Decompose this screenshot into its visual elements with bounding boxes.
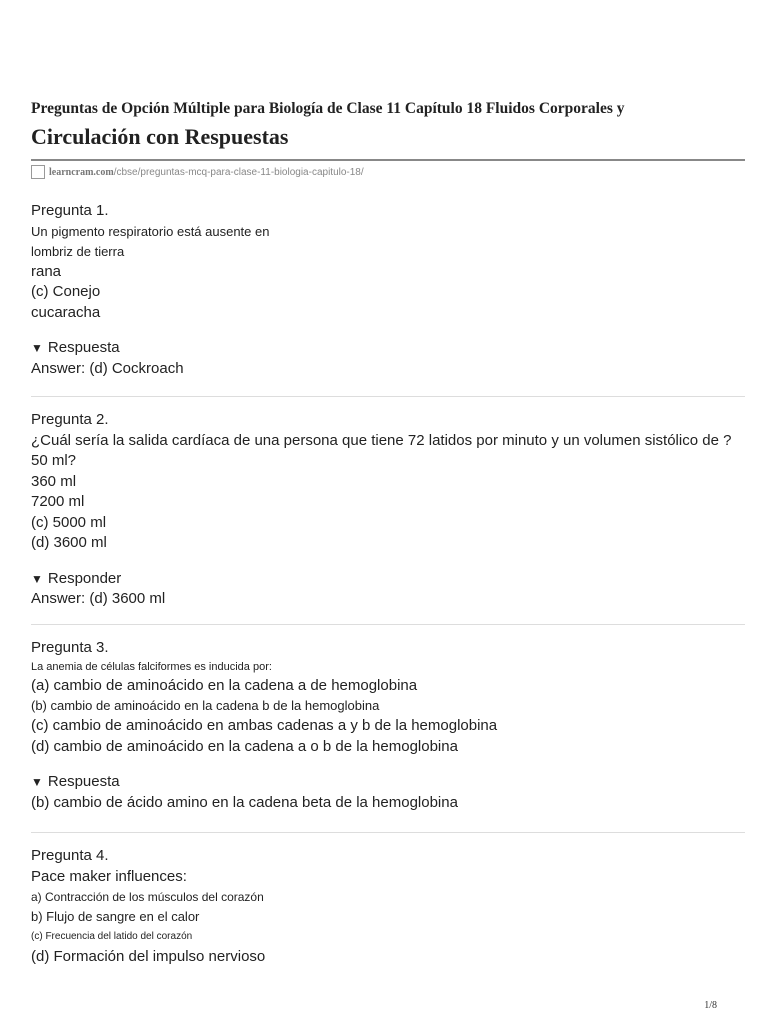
option: lombriz de tierra xyxy=(31,243,125,259)
source-url[interactable] xyxy=(31,164,364,180)
option: (c) Conejo xyxy=(31,283,101,300)
option: (c) 5000 ml xyxy=(31,513,107,531)
question-stem: ¿Cuál sería la salida cardíaca de una persona que tiene 72 latidos por minuto y un volumen sistólico de ? xyxy=(31,431,732,449)
option: (d) Formación del impulso nervioso xyxy=(31,948,266,965)
question-stem: La anemia de células falciformes es inducida por: xyxy=(31,660,272,673)
option: 50 ml? xyxy=(31,452,77,469)
option: (c) cambio de aminoácido en ambas cadenas a y b de la hemoglobina xyxy=(31,717,498,734)
answer-toggle[interactable] xyxy=(31,338,745,359)
question-4 xyxy=(31,846,745,968)
document-title-line-2: Circulación con Respuestas xyxy=(31,124,289,149)
title-divider xyxy=(31,159,745,161)
option: (c) Frecuencia del latido del corazón xyxy=(31,931,193,942)
question-label: Pregunta 4. xyxy=(31,847,109,864)
option: 7200 ml xyxy=(31,493,85,510)
option: b) Flujo de sangre en el calor xyxy=(31,909,200,924)
question-3 xyxy=(31,638,745,813)
url-path[interactable]: /cbse/preguntas-mcq-para-clase-11-biologia-capitulo-18/ xyxy=(113,166,364,178)
caret-down-icon: ▼ xyxy=(31,571,43,586)
option: 360 ml xyxy=(31,472,77,490)
favicon-icon xyxy=(31,165,45,179)
document-title-line-1: Preguntas de Opción Múltiple para Biología de Clase 11 Capítulo 18 Fluidos Corporales y xyxy=(31,100,625,117)
question-stem: Pace maker influences: xyxy=(31,867,187,885)
page-number: 1/8 xyxy=(704,1000,717,1011)
option: a) Contracción de los músculos del corazón xyxy=(31,890,264,904)
caret-down-icon: ▼ xyxy=(31,341,43,355)
question-divider xyxy=(31,832,745,833)
question-1 xyxy=(31,201,745,379)
answer-toggle-label: Responder xyxy=(47,569,122,587)
option: (d) cambio de aminoácido en la cadena a o b de la hemoglobina xyxy=(31,737,458,755)
question-label: Pregunta 3. xyxy=(31,639,109,656)
question-2 xyxy=(31,410,745,610)
answer-toggle[interactable] xyxy=(31,569,745,590)
option: (a) cambio de aminoácido en la cadena a de hemoglobina xyxy=(31,676,418,694)
caret-down-icon: ▼ xyxy=(31,775,43,789)
answer-text: Answer: (d) Cockroach xyxy=(31,359,184,377)
option: cucaracha xyxy=(31,303,101,321)
question-divider xyxy=(31,396,745,397)
answer-text: (b) cambio de ácido amino en la cadena beta de la hemoglobina xyxy=(31,793,458,811)
answer-toggle[interactable] xyxy=(31,772,745,793)
answer-toggle-label: Respuesta xyxy=(47,339,120,356)
question-label: Pregunta 1. xyxy=(31,202,109,219)
answer-text: Answer: (d) 3600 ml xyxy=(31,590,166,607)
question-label: Pregunta 2. xyxy=(31,411,109,428)
option: (d) 3600 ml xyxy=(31,534,107,551)
answer-toggle-label: Respuesta xyxy=(47,773,120,790)
option: rana xyxy=(31,262,62,280)
question-stem: Un pigmento respiratorio está ausente en xyxy=(31,223,270,239)
option: (b) cambio de aminoácido en la cadena b de la hemoglobina xyxy=(31,698,380,713)
question-divider xyxy=(31,624,745,625)
url-domain[interactable]: learncram.com xyxy=(49,166,114,178)
